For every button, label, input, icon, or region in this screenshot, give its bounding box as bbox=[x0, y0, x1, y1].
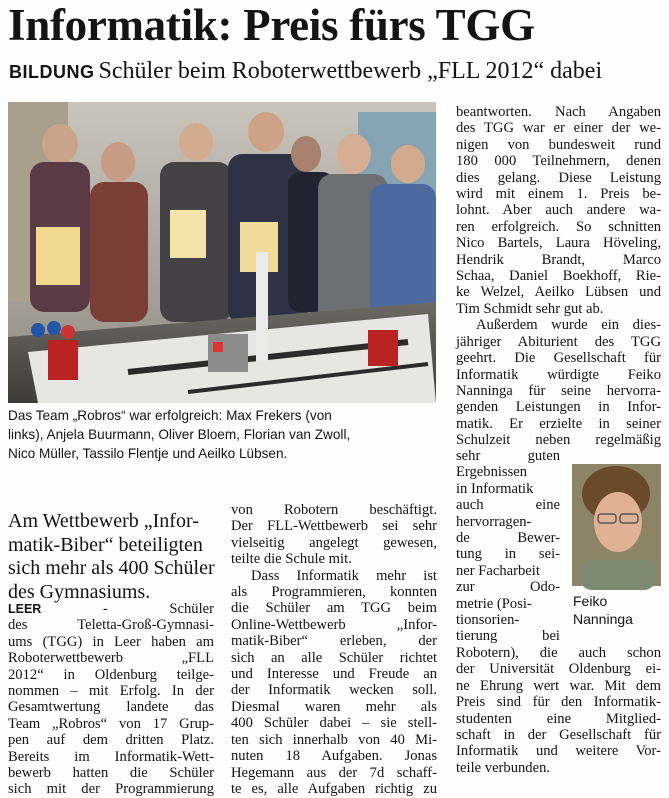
caption-line: links), Anjela Buurmann, Oliver Bloem, Florian van Zwoll, bbox=[8, 427, 351, 442]
body-line: Gesamtwertung landete das bbox=[8, 699, 214, 716]
body-line: Online-Wettbewerb „Infor- bbox=[231, 616, 437, 633]
body-line: jähriger Abiturient des TGG bbox=[456, 333, 661, 350]
body-column-3-tail bbox=[456, 645, 661, 776]
body-line: tierung bei bbox=[456, 628, 560, 645]
body-line: wird mit einem 1. Preis be- bbox=[456, 186, 661, 203]
body-line: genden Leistungen in Infor- bbox=[456, 399, 661, 416]
body-line: de Bewer- bbox=[456, 530, 560, 547]
body-line: hervorragen- bbox=[456, 513, 532, 530]
body-column-3-wrap bbox=[456, 448, 560, 645]
caption-line: Nico Müller, Tassilo Flentje und Aeilko Lübsen. bbox=[8, 446, 288, 461]
body-line: Informatik würdigte Feiko bbox=[456, 366, 661, 383]
body-line: ner Facharbeit bbox=[456, 562, 540, 579]
body-line: pen auf dem dritten Platz. bbox=[8, 732, 214, 749]
body-line: als Programmieren, konnten bbox=[231, 584, 437, 601]
body-line: ren erfolgreich. So schnitten bbox=[456, 218, 661, 235]
body-line: ke Welzel, Aeilko Lübsen und bbox=[456, 284, 661, 301]
body-line bbox=[8, 601, 214, 617]
body-line: des Teletta-Groß-Gymnasi- bbox=[8, 617, 214, 634]
subline bbox=[9, 58, 602, 84]
body-column-2 bbox=[231, 502, 437, 797]
body-line: auch eine bbox=[456, 497, 560, 514]
body-line: 2012“ in Oldenburg teilge- bbox=[8, 666, 214, 683]
body-line: studenten eine Mitglied- bbox=[456, 710, 661, 727]
dateline: LEER bbox=[8, 602, 42, 616]
body-line: in Informatik bbox=[456, 480, 534, 497]
body-line: nigen von bundesweit rund bbox=[456, 136, 661, 153]
body-line: die Schüler am TGG beim bbox=[231, 600, 437, 617]
body-line: teile verbunden. bbox=[456, 759, 551, 776]
body-line: Tim Schmidt sehr gut ab. bbox=[456, 300, 604, 317]
body-line: bewerb hatten die Schüler bbox=[8, 765, 214, 782]
body-line: der Informatik wecken soll. bbox=[231, 682, 437, 699]
body-line: tung in sei- bbox=[456, 546, 560, 563]
body-line: matik-Biber“ erleben, der bbox=[231, 633, 437, 650]
body-line: sehr guten bbox=[456, 448, 560, 464]
caption-line: Das Team „Robros“ war erfolgreich: Max Frekers (von bbox=[8, 408, 332, 423]
body-line: Hegemann aus der 7d schaff- bbox=[231, 764, 437, 781]
body-text: - Schüler bbox=[102, 601, 214, 617]
body-line: ne Ehrung wert war. Mit dem bbox=[456, 677, 661, 694]
body-line: tionsorien- bbox=[456, 612, 520, 629]
body-line: zur Odo- bbox=[456, 579, 560, 596]
body-line: nuten 18 Aufgaben. Jonas bbox=[231, 748, 437, 765]
body-line: Schulzeit neben regelmäßig bbox=[456, 432, 661, 449]
portrait-photo bbox=[572, 464, 661, 586]
body-line: des TGG war er einer der we- bbox=[456, 120, 661, 137]
body-column-1 bbox=[8, 601, 214, 798]
portrait-caption bbox=[573, 592, 633, 628]
body-line: Der FLL-Wettbewerb sei sehr bbox=[231, 518, 437, 535]
headline: Informatik: Preis fürs TGG bbox=[8, 0, 535, 50]
body-line: nommen – mit Erfolg. In der bbox=[8, 683, 214, 700]
body-line: Diesmal waren mehr als bbox=[231, 698, 437, 715]
body-line: vielseitig angelegt gewesen, bbox=[231, 534, 437, 551]
body-line: Roboterwettbewerb „FLL bbox=[8, 650, 214, 667]
body-line: von Robotern beschäftigt. bbox=[231, 502, 437, 518]
body-line: Informatik und weitere Vor- bbox=[456, 743, 661, 760]
body-line: matik. Er erzielte in seiner bbox=[456, 415, 661, 432]
subtitle: Schüler beim Roboterwettbewerb „FLL 2012“ dabei bbox=[98, 58, 603, 84]
lead-line: des Gymnasiums. bbox=[8, 580, 151, 603]
body-line: Nico Bartels, Laura Höveling, bbox=[456, 235, 661, 252]
body-line: Ergebnissen bbox=[456, 464, 528, 481]
body-column-3 bbox=[456, 104, 661, 449]
body-line: Nanninga für seine hervorra- bbox=[456, 382, 661, 399]
body-line: sich mit der Programmierung bbox=[8, 781, 214, 798]
lead-paragraph bbox=[8, 510, 214, 604]
body-line: sich an alle Schüler richtet bbox=[231, 649, 437, 666]
portrait-caption-line: Feiko bbox=[573, 593, 608, 609]
body-line: Hendrik Brandt, Marco bbox=[456, 251, 661, 268]
lead-line: Am Wettbewerb „Infor- bbox=[8, 510, 199, 532]
photo-caption bbox=[8, 406, 440, 463]
lead-line: sich mehr als 400 Schüler bbox=[8, 557, 215, 579]
body-line: lohnt. Aber auch andere wa- bbox=[456, 202, 661, 219]
body-line: ums (TGG) in Leer haben am bbox=[8, 633, 214, 650]
team-photo bbox=[8, 102, 436, 403]
kicker: BILDUNG bbox=[9, 62, 95, 82]
body-line: te es, alle Aufgaben richtig zu bbox=[231, 780, 437, 797]
body-line: schaft in der Gesellschaft für bbox=[456, 727, 661, 744]
body-line: Robotern), die auch schon bbox=[456, 645, 661, 661]
body-line: Bereits im Informatik-Wett- bbox=[8, 748, 214, 765]
body-line: Team „Robros“ von 17 Grup- bbox=[8, 715, 214, 732]
portrait-caption-line: Nanninga bbox=[573, 611, 633, 627]
body-line: Dass Informatik mehr ist bbox=[251, 567, 437, 584]
body-line: 180 000 Teilnehmern, denen bbox=[456, 153, 661, 170]
body-line: dies gelang. Diese Leistung bbox=[456, 169, 661, 186]
body-line: der Universität Oldenburg ei- bbox=[456, 661, 661, 678]
lead-line: matik-Biber“ beteiligten bbox=[8, 533, 203, 556]
body-line: Preis sind für den Informatik- bbox=[456, 694, 661, 711]
body-line: ten sich innerhalb von 40 Mi- bbox=[231, 731, 437, 748]
body-line: Außerdem wurde ein dies- bbox=[476, 317, 661, 334]
body-line: und Interesse und Freude an bbox=[231, 666, 437, 683]
body-line: 400 Schüler dabei – sie stell- bbox=[231, 715, 437, 732]
body-line: teilte die Schule mit. bbox=[231, 551, 352, 568]
body-line: metrie (Posi- bbox=[456, 595, 532, 612]
body-line: geehrt. Die Gesellschaft für bbox=[456, 350, 661, 367]
body-line: beantworten. Nach Angaben bbox=[456, 104, 661, 120]
body-line: Schaa, Daniel Boekhoff, Rie- bbox=[456, 268, 661, 285]
